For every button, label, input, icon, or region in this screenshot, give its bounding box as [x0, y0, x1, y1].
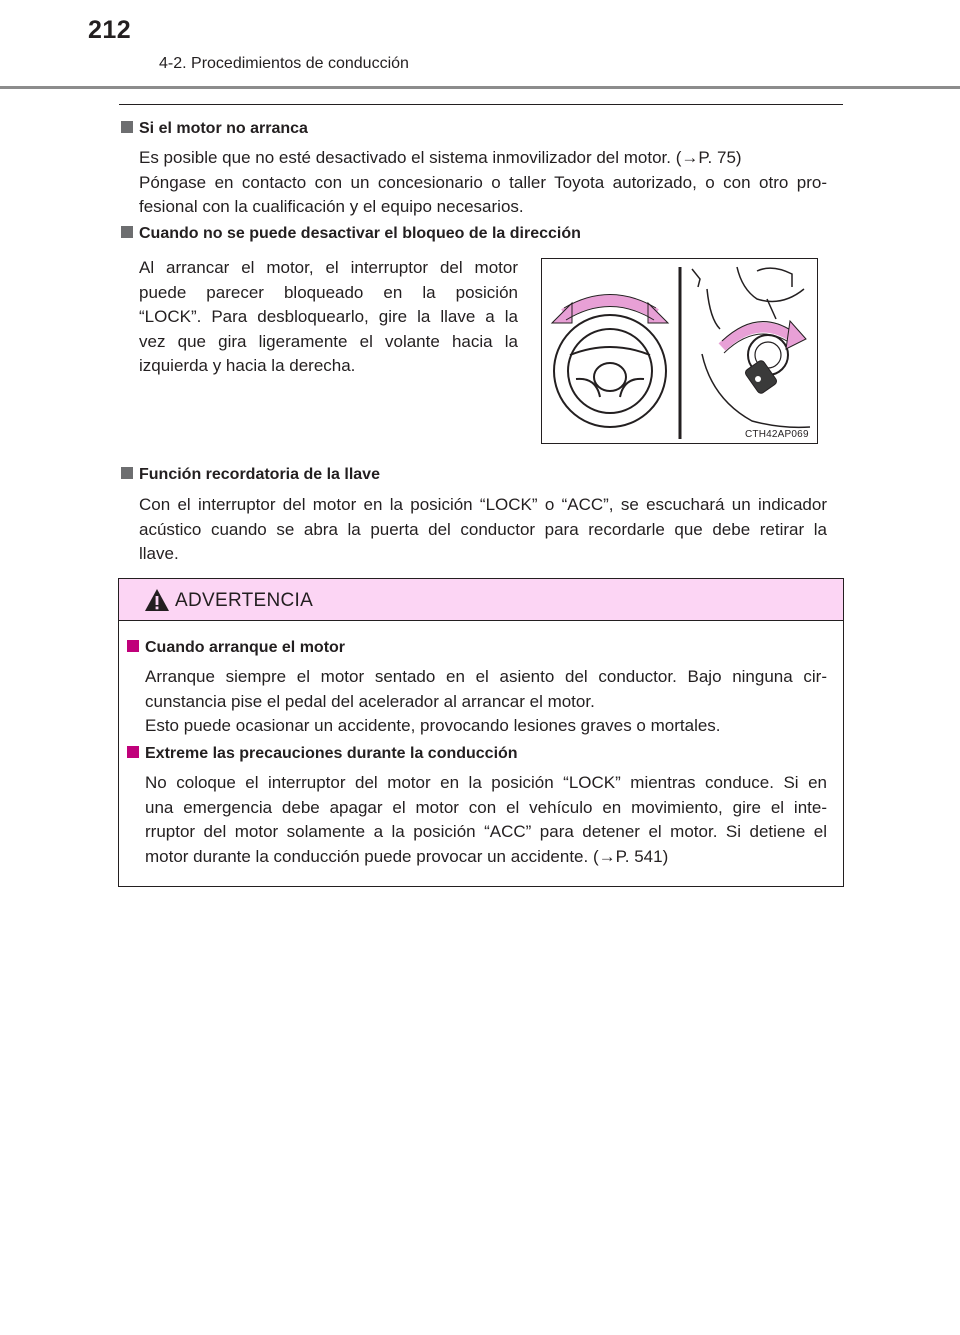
- text-line: motor durante la conducción puede provocar un accidente. (→P. 541): [145, 846, 669, 866]
- text-line: acústico cuando se abra la puerta del conductor para recordarle que debe retirar la: [139, 519, 827, 539]
- chapter-title: 4-2. Procedimientos de conducción: [159, 55, 409, 72]
- section-heading-text: Función recordatoria de la llave: [139, 466, 380, 483]
- square-bullet-icon: [121, 467, 133, 479]
- steering-lock-drawing: [542, 259, 818, 444]
- section-heading-bloqueo-direccion: [121, 225, 581, 243]
- steering-wheel-icon: [554, 315, 666, 427]
- warning-body-precauciones: [145, 771, 827, 869]
- page-number: 212: [88, 16, 132, 44]
- text-line: Póngase en contacto con un concesionario o taller Toyota autorizado, o con otro pro-: [139, 172, 827, 192]
- text-line: Esto puede ocasionar un accidente, provocando lesiones graves o mortales.: [145, 716, 721, 735]
- header-rule: [0, 86, 960, 89]
- text-line: No coloque el interruptor del motor en la posición “LOCK” mientras conduce. Si en: [145, 773, 827, 792]
- warning-title: ADVERTENCIA: [175, 590, 314, 611]
- rotate-wheel-arrow-icon: [552, 295, 668, 324]
- section-body-motor-no-arranca: [139, 146, 827, 220]
- section-divider: [119, 104, 843, 105]
- text-line: Con el interruptor del motor en la posición “LOCK” o “ACC”, se escuchará un indicador: [139, 495, 827, 514]
- warning-heading-arranque: [127, 639, 345, 657]
- warning-heading-text: Cuando arranque el motor: [145, 639, 346, 656]
- warning-triangle-icon: [144, 588, 170, 612]
- text-line: Es posible que no esté desactivado el sistema inmovilizador del motor. (→P. 75): [139, 148, 742, 167]
- steering-lock-illustration: [541, 258, 818, 444]
- warning-heading-precauciones: [127, 745, 518, 763]
- warning-body-arranque: [145, 665, 827, 739]
- section-heading-funcion-recordatoria: [121, 466, 380, 484]
- text-line: “LOCK”. Para desbloquearlo, gire la llave a la: [139, 307, 518, 326]
- text-line: vez que gira ligeramente el volante hacia la: [139, 331, 518, 351]
- warning-box: [118, 578, 844, 887]
- text-line: una emergencia debe apagar el motor con el vehículo en movimiento, gire el inte-: [145, 797, 827, 817]
- square-bullet-icon: [121, 226, 133, 238]
- text-line: fesional con la cualificación y el equipo necesarios.: [139, 197, 524, 216]
- square-bullet-icon: [127, 746, 139, 758]
- text-line: llave.: [139, 544, 179, 563]
- warning-heading-text: Extreme las precauciones durante la conducción: [145, 745, 518, 762]
- ignition-key-icon: [744, 335, 788, 395]
- section-heading-text: Cuando no se puede desactivar el bloqueo de la dirección: [139, 225, 581, 242]
- text-line: Arranque siempre el motor sentado en el asiento del conductor. Bajo ninguna cir-: [145, 667, 827, 686]
- text-line: puede parecer bloqueado en la posición: [139, 282, 518, 302]
- text-line: cunstancia pise el pedal del acelerador al arrancar el motor.: [145, 691, 595, 711]
- figure-code: CTH42AP069: [745, 429, 809, 440]
- section-body-bloqueo-direccion: [139, 256, 518, 379]
- text-line: izquierda y hacia la derecha.: [139, 356, 356, 375]
- text-line: rruptor del motor solamente a la posición “ACC” para detener el motor. Si detiene el: [145, 822, 827, 841]
- section-body-funcion-recordatoria: [139, 493, 827, 567]
- text-line: Al arrancar el motor, el interruptor del motor: [139, 258, 518, 277]
- square-bullet-icon: [121, 121, 133, 133]
- square-bullet-icon: [127, 640, 139, 652]
- section-heading-motor-no-arranca: [121, 120, 308, 138]
- section-heading-text: Si el motor no arranca: [139, 120, 308, 137]
- warning-header: [119, 579, 843, 621]
- page-header: [0, 0, 960, 90]
